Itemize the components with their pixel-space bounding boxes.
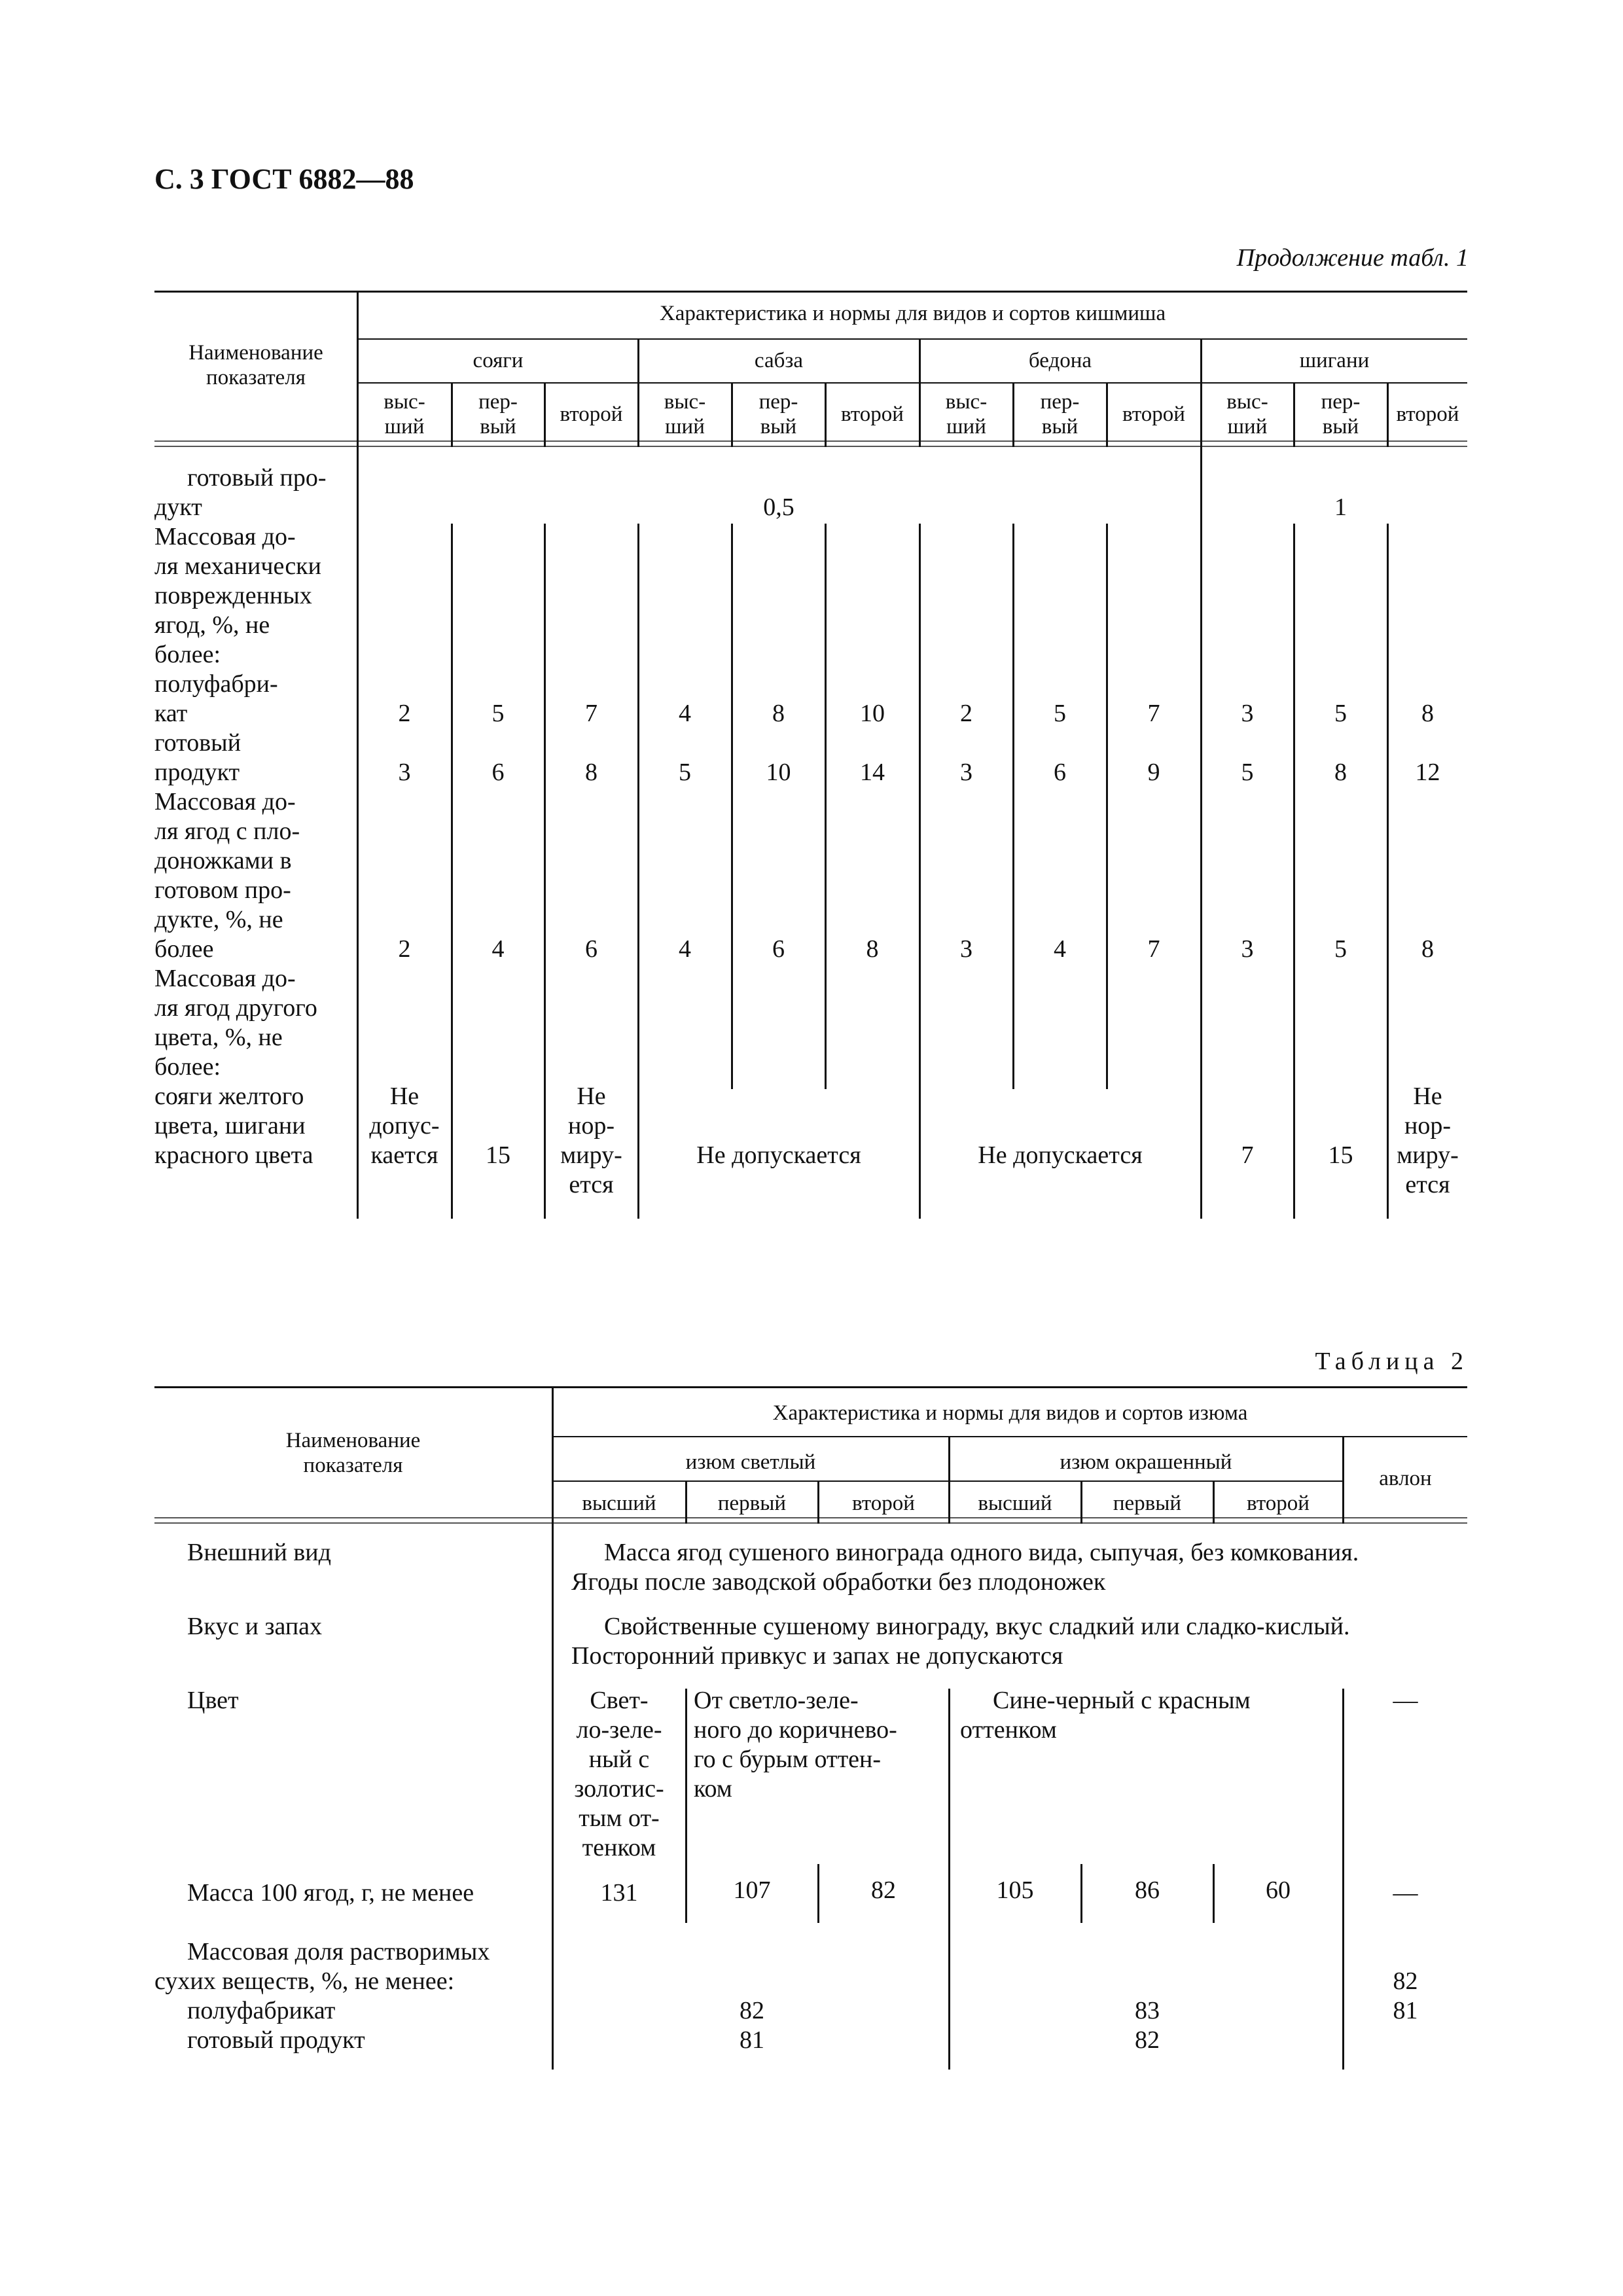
grade-header-first: пер- вый — [758, 390, 798, 439]
table-cell: 3 — [398, 759, 411, 786]
table-1-col-divider — [637, 524, 639, 1219]
table-2-top-rule — [154, 1386, 1467, 1388]
table-1-col-divider — [451, 524, 453, 1219]
grade-header-first: первый — [1113, 1492, 1182, 1515]
page-title: С. 3 ГОСТ 6882—88 — [154, 163, 414, 195]
table-cell: 82 — [871, 1876, 896, 1904]
table-1-top-rule — [154, 291, 1467, 293]
group-header-soyagi: сояги — [473, 349, 524, 372]
table-cell: 9 — [1147, 759, 1160, 786]
table-cell: 15 — [486, 1141, 510, 1169]
table-cell: — — [1393, 1879, 1418, 1907]
color-colored: Сине-черный с красным оттенком — [960, 1687, 1251, 1744]
grade-header-first: пер- вый — [1040, 390, 1080, 439]
row-label-stems: Массовая до- ля ягод с пло- доножками в готовом про- дукте, %, не более — [154, 788, 300, 963]
table-2-label: Таблица 2 — [1315, 1348, 1469, 1375]
group-header-avlon: авлон — [1379, 1467, 1432, 1490]
table-1-col-divider — [1293, 524, 1295, 1219]
table-cell: 2 — [960, 700, 972, 727]
color-avlon: — — [1393, 1687, 1418, 1714]
table-cell: Не допускается — [978, 1141, 1143, 1169]
group-header-sabza: сабза — [754, 349, 804, 372]
table-cell: Не допус- кается — [369, 1083, 440, 1169]
table-cell: 3 — [1241, 700, 1254, 727]
table-cell: 12 — [1415, 759, 1440, 786]
table-cell: 5 — [1054, 700, 1066, 727]
table-cell: Не допускается — [696, 1141, 861, 1169]
table-1-col-divider — [919, 524, 921, 1219]
table-cell: 4 — [491, 935, 505, 963]
group-header-colored: изюм окрашенный — [1060, 1450, 1232, 1474]
table-cell: 60 — [1266, 1876, 1291, 1904]
table-cell: 107 — [733, 1876, 771, 1904]
continuation-label: Продолжение табл. 1 — [1236, 244, 1469, 272]
row-label-solids-semi: полуфабрикат — [187, 1997, 336, 2024]
table-cell: 5 — [1334, 700, 1347, 727]
table-2-header-bottom-rule — [154, 1517, 1467, 1524]
grade-header-top: выс- ший — [945, 390, 988, 439]
table-cell: 5 — [679, 759, 691, 786]
appearance-value: Масса ягод сушеного винограда одного вида, сыпучая, без комкования. Ягоды после заводской обработки без плодоножек — [571, 1539, 1359, 1596]
table-1-group-rule — [358, 382, 1467, 384]
row-label-ready-product: готовый про- дукт — [154, 464, 327, 521]
table-cell: 6 — [491, 759, 505, 786]
solids-light: 82 81 — [740, 1997, 764, 2054]
grade-header-top: выс- ший — [383, 390, 425, 439]
grade-header-second: второй — [1122, 403, 1185, 426]
table-cell: 105 — [996, 1876, 1034, 1904]
table-cell: 6 — [1054, 759, 1066, 786]
table-cell: 8 — [866, 935, 879, 963]
row-label-other-color: Массовая до- ля ягод другого цвета, %, не более: — [154, 965, 317, 1081]
table-1-header-bottom-rule — [154, 440, 1467, 447]
row-label-mechanical-damage: Массовая до- ля механически поврежденных ягод, %, не более: — [154, 523, 321, 668]
solids-avlon: 82 81 — [1393, 1967, 1418, 2024]
table-cell: 3 — [1241, 935, 1254, 963]
row-label-ready-product-2: готовый продукт — [154, 729, 241, 786]
table-2-header-rule — [553, 1436, 1467, 1437]
table-2-main-header: Характеристика и нормы для видов и сортов изюма — [772, 1401, 1248, 1425]
solids-colored: 83 82 — [1135, 1997, 1160, 2054]
grade-header-first: пер- вый — [1321, 390, 1361, 439]
group-header-bedona: бедона — [1028, 349, 1092, 372]
table-cell: 5 — [1241, 759, 1254, 786]
table-cell: Не нор- миру- ется — [560, 1083, 622, 1198]
ready-value-b: 1 — [1334, 493, 1347, 521]
table-cell: 7 — [585, 700, 597, 727]
taste-value: Свойственные сушеному винограду, вкус сладкий или сладко-кислый. Посторонний привкус и запах не допускаются — [571, 1613, 1350, 1670]
table-cell: 8 — [1334, 759, 1347, 786]
group-header-shigani: шигани — [1299, 349, 1370, 372]
table-1-col-divider — [825, 524, 827, 1089]
table-1-col-divider — [1106, 524, 1108, 1089]
row-label-mass: Масса 100 ягод, г, не менее — [187, 1879, 474, 1907]
table-cell: 7 — [1147, 700, 1160, 727]
row-label-appearance: Внешний вид — [187, 1539, 331, 1566]
table-cell: 10 — [766, 759, 791, 786]
grade-header-second: второй — [841, 403, 904, 426]
table-cell: 3 — [960, 935, 972, 963]
table-cell: 14 — [860, 759, 885, 786]
table-cell: 2 — [398, 935, 411, 963]
grade-header-top: выс- ший — [1226, 390, 1268, 439]
table-cell: 2 — [398, 700, 411, 727]
row-label-solids-product: готовый продукт — [187, 2026, 365, 2054]
grade-header-second: второй — [852, 1492, 915, 1515]
table-2-indicator-header: Наименование показателя — [285, 1429, 421, 1477]
table-1-main-header: Характеристика и нормы для видов и сортов кишмиша — [659, 302, 1166, 325]
table-2-group-rule — [553, 1480, 1342, 1482]
grade-header-second: второй — [1396, 403, 1459, 426]
table-cell: 131 — [600, 1879, 638, 1907]
table-cell: 8 — [585, 759, 597, 786]
table-cell: 6 — [772, 935, 785, 963]
row-label-taste: Вкус и запах — [187, 1613, 323, 1640]
row-label-yellow-red: сояги желтого цвета, шигани красного цвета — [154, 1083, 313, 1169]
grade-header-top: высший — [978, 1492, 1052, 1515]
color-light-top: Свет- ло-зеле- ный с золотис- тым от- тенком — [574, 1687, 664, 1861]
grade-header-first: пер- вый — [478, 390, 518, 439]
table-1-indicator-header: Наименование показателя — [188, 341, 323, 389]
table-1-col-divider — [731, 524, 733, 1089]
table-cell: 8 — [1421, 935, 1434, 963]
table-cell: 10 — [860, 700, 885, 727]
table-cell: 86 — [1135, 1876, 1160, 1904]
table-cell: 7 — [1241, 1141, 1254, 1169]
row-label-color: Цвет — [187, 1687, 239, 1714]
grade-header-top: высший — [582, 1492, 656, 1515]
table-cell: 3 — [960, 759, 972, 786]
grade-header-top: выс- ший — [664, 390, 706, 439]
table-cell: Не нор- миру- ется — [1397, 1083, 1459, 1198]
table-cell: 4 — [1054, 935, 1066, 963]
group-header-light: изюм светлый — [685, 1450, 816, 1474]
table-cell: 4 — [679, 700, 691, 727]
table-cell: 4 — [679, 935, 691, 963]
table-cell: 8 — [1421, 700, 1434, 727]
table-cell: 8 — [772, 700, 785, 727]
table-1-col-divider — [1012, 524, 1014, 1089]
table-cell: 5 — [491, 700, 505, 727]
table-cell: 15 — [1328, 1141, 1353, 1169]
table-cell: 5 — [1334, 935, 1347, 963]
grade-header-second: второй — [1247, 1492, 1310, 1515]
grade-header-second: второй — [560, 403, 623, 426]
table-cell: 7 — [1147, 935, 1160, 963]
row-label-semi-product: полуфабри- кат — [154, 670, 278, 727]
row-label-solids: Массовая доля растворимых сухих веществ, %, не менее: — [154, 1938, 490, 1995]
grade-header-first: первый — [717, 1492, 787, 1515]
ready-value-a: 0,5 — [763, 493, 794, 521]
color-light-first-second: От светло-зеле- ного до коричнево- го с бурым оттен- ком — [694, 1687, 897, 1803]
table-1-header-rule — [358, 338, 1467, 340]
table-cell: 6 — [585, 935, 597, 963]
